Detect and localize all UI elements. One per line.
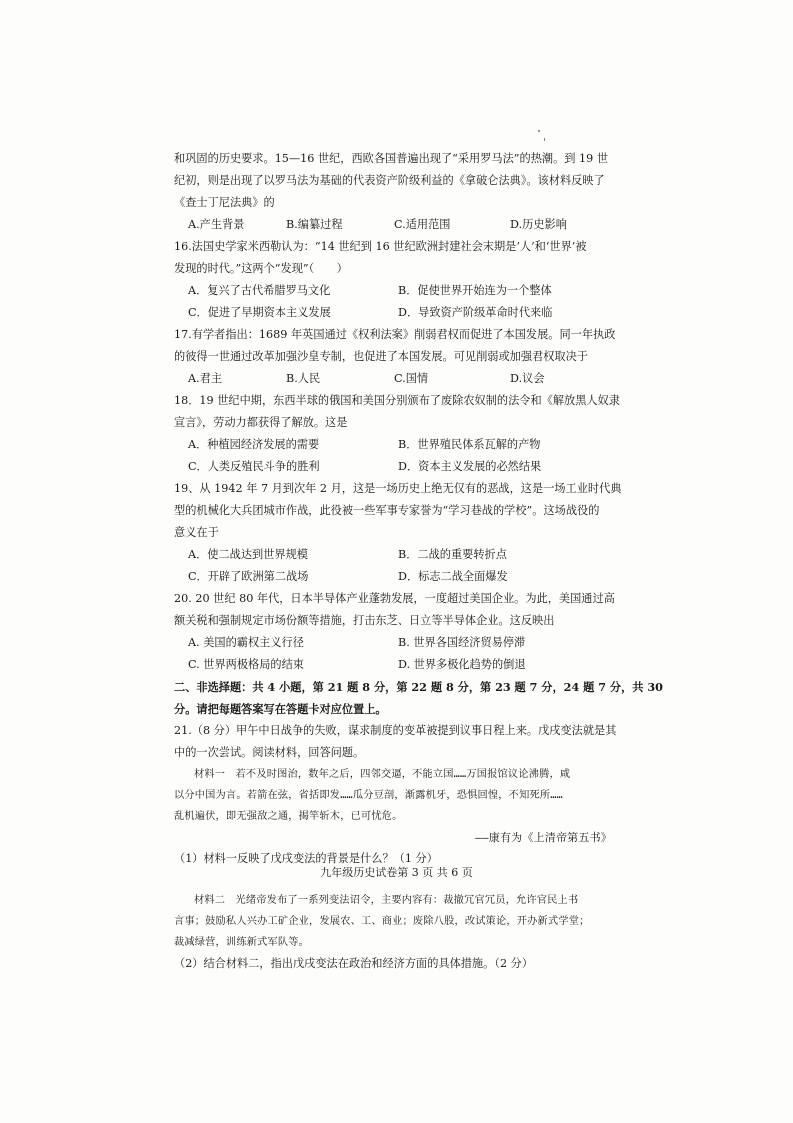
q20-options-row: [174, 654, 632, 676]
q20-option-d: D. 世界多极化趋势的倒退: [398, 658, 526, 671]
q16-stem-line: 16.法国史学家米西勒认为：“14 世纪到 16 世纪欧洲封建社会末期是‘人’和‘世界’被: [174, 240, 587, 253]
q20-stem-line: 20. 20 世纪 80 年代，日本半导体产业蓬勃发展，一度超过美国企业。为此，美国通过高: [174, 592, 615, 605]
q16-option-d: D．导致资产阶级革命时代来临: [398, 306, 553, 319]
q15-stem-line: 纪初，则是出现了以罗马法为基础的代表资产阶级利益的《拿破仑法典》。该材料反映了: [174, 174, 605, 187]
q17-options: [174, 368, 632, 390]
material-1-source: ——康有为《上清帝第五书》: [475, 831, 612, 844]
q16-stem-line: 发现的时代。”这两个“发现”（ ）: [174, 262, 348, 275]
q20-option-a: A. 美国的霸权主义行径: [188, 636, 304, 649]
q20-option-b: B. 世界各国经济贸易停滞: [398, 636, 526, 649]
q19-option-c: C．开辟了欧洲第二战场: [188, 570, 309, 583]
q19-stem-line: 型的机械化大兵团城市作战，此役被一些军事专家誉为“学习巷战的学校”。这场战役的: [174, 504, 600, 517]
material-1-line: 乱机遍伏，即无强敌之通，揭竿斩木，已可忧危。: [174, 811, 403, 822]
q18-stem-line: 宣言》，劳动力都获得了解放。这是: [174, 416, 348, 429]
q16-options-row: [174, 302, 632, 324]
q21-stem-line: 中的一次尝试。阅读材料，回答问题。: [174, 746, 365, 759]
q15-option-a: A.产生背景: [188, 218, 245, 231]
section-heading: 分。请把每题答案写在答题卡对应位置上。: [174, 702, 387, 716]
q15-option-b: B.编纂过程: [286, 218, 343, 231]
q18-option-c: C．人类反殖民斗争的胜利: [188, 460, 320, 473]
q20-options-row: [174, 632, 632, 654]
material-2: [174, 890, 632, 953]
material-1: [174, 764, 632, 848]
q15-option-c: C.适用范围: [394, 218, 451, 231]
q17-option-c: C.国情: [394, 372, 429, 385]
q15-stem-line: 和巩固的历史要求。15—16 世纪，西欧各国普遍出现了“采用罗马法”的热潮。到 19 世: [174, 152, 609, 165]
scan-speck: [544, 138, 545, 141]
q16-options-row: [174, 280, 632, 302]
q17-stem-line: 的彼得一世通过改革加强沙皇专制，也促进了本国发展。可见削弱或加强君权取决于: [174, 350, 588, 363]
q16-option-a: A．复兴了古代希腊罗马文化: [188, 284, 331, 297]
exam-content: [174, 148, 663, 975]
q21-sub-question-1: （1）材料一反映了戊戌变法的背景是什么？（1 分）: [174, 852, 438, 865]
q21-sub-question-2: （2）结合材料二，指出戊戌变法在政治和经济方面的具体措施。（2 分）: [174, 957, 534, 970]
q18-options-row: [174, 434, 632, 456]
q19-options-row: [174, 544, 632, 566]
q18-stem-line: 18．19 世纪中期，东西半球的俄国和美国分别颁布了废除农奴制的法令和《解放黑人奴隶: [174, 394, 620, 407]
q16-option-b: B．促使世界开始连为一个整体: [398, 284, 552, 297]
q15-options: [174, 214, 632, 236]
q19-stem-line: 意义在于: [174, 526, 219, 539]
q20-option-c: C. 世界两极格局的结束: [188, 658, 304, 671]
q20-stem-line: 额关税和强制规定市场份额等措施，打击东芝、日立等半导体企业。这反映出: [174, 614, 555, 627]
q19-options-row: [174, 566, 632, 588]
q15-stem-line: 《查士丁尼法典》的: [174, 196, 275, 209]
material-1-line: 材料一 若不及时图治，数年之后，四邻交逼，不能立国……万国报馆议论沸腾，咸: [194, 769, 571, 780]
q21-stem-line: 21.（8 分）甲午中日战争的失败，谋求制度的变革被提到议事日程上来。戊戌变法就是其: [174, 724, 617, 737]
q16-option-c: C．促进了早期资本主义发展: [188, 306, 331, 319]
q18-options-row: [174, 456, 632, 478]
q18-option-a: A．种植园经济发展的需要: [188, 438, 320, 451]
q19-option-b: B．二战的重要转折点: [398, 548, 507, 561]
scan-speck: [538, 130, 540, 132]
section-heading: 二、非选择题：共 4 小题，第 21 题 8 分，第 22 题 8 分，第 23 题 7 分，24 题 7 分，共 30: [174, 680, 663, 694]
material-2-line: 裁减绿营，训练新式军队等。: [174, 937, 310, 948]
page-footer: 九年级历史试卷第 3 页 共 6 页: [320, 866, 473, 879]
q19-stem-line: 19、从 1942 年 7 月到次年 2 月，这是一场历史上绝无仅有的恶战，这是一场工业时代典: [174, 482, 622, 495]
q19-option-a: A．使二战达到世界规模: [188, 548, 308, 561]
material-1-line: 以分中国为言。若箭在弦，省括即发……瓜分豆剖，渐露机牙，恐惧回惶，不知死所……: [174, 790, 563, 801]
q17-stem-line: 17.有学者指出：1689 年英国通过《权利法案》削弱君权而促进了本国发展。同一年执政: [174, 328, 616, 341]
q18-option-d: D．资本主义发展的必然结果: [398, 460, 542, 473]
q17-option-b: B.人民: [286, 372, 321, 385]
material-2-line: 言事；鼓励私人兴办工矿企业，发展农、工、商业；废除八股，改试策论，开办新式学堂；: [174, 916, 590, 927]
q19-option-d: D．标志二战全面爆发: [398, 570, 508, 583]
material-2-line: 材料二 光绪帝发布了一系列变法诏令，主要内容有：裁撤冗官冗员，允许官民上书: [194, 895, 579, 906]
q18-option-b: B．世界殖民体系瓦解的产物: [398, 438, 541, 451]
q17-option-d: D.议会: [510, 372, 545, 385]
q17-option-a: A.君主: [188, 372, 223, 385]
q15-option-d: D.历史影响: [510, 218, 567, 231]
